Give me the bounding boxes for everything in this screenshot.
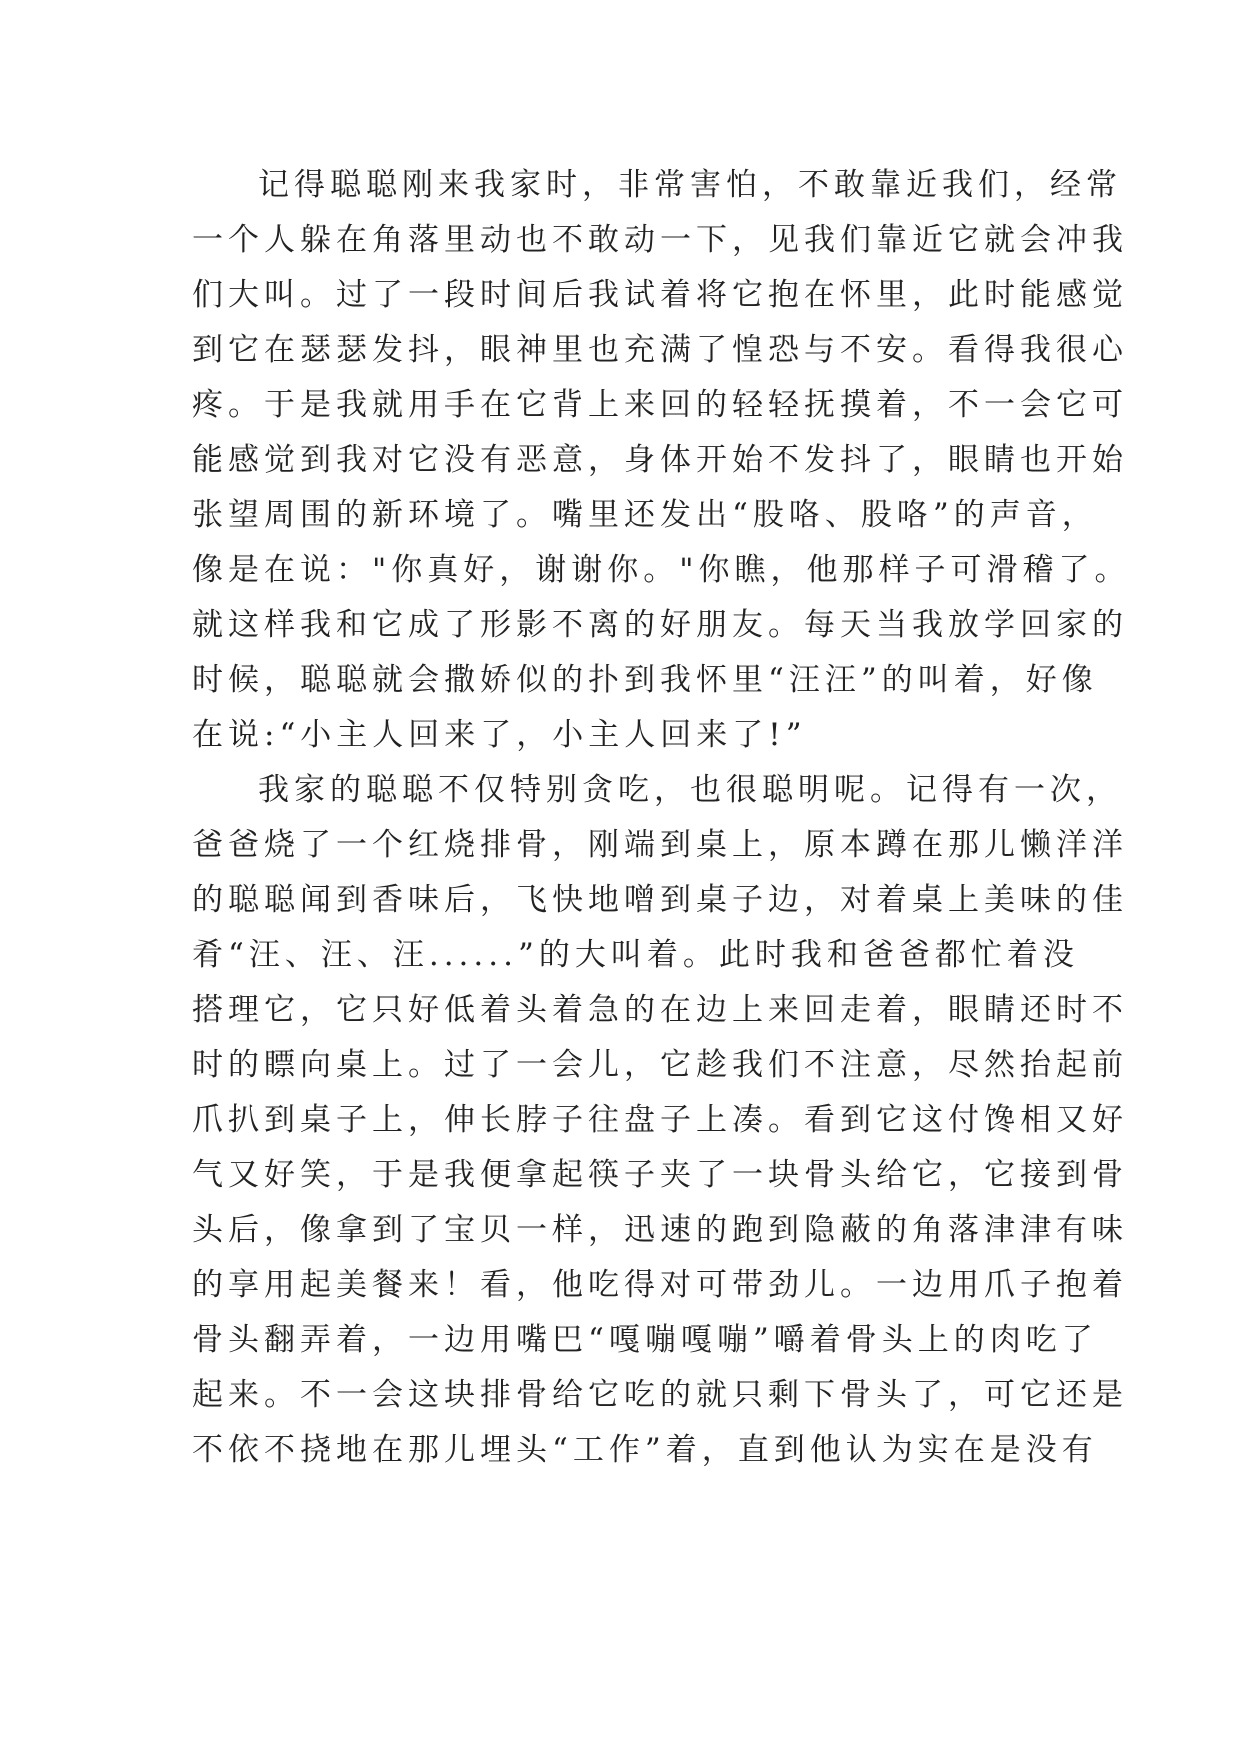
paragraph-1 — [192, 158, 1131, 763]
text-line: 在说:“小主人回来了，小主人回来了!” — [192, 717, 807, 753]
text-line: 肴“汪、汪、汪......”的大叫着。此时我和爸爸都忙着没 — [192, 937, 1079, 973]
text-line: 时的瞟向桌上。过了一会儿，它趁我们不注意，尽然抬起前 — [192, 1047, 1128, 1083]
text-line: 的享用起美餐来！看，他吃得对可带劲儿。一边用爪子抱着 — [192, 1267, 1128, 1303]
text-line: 张望周围的新环境了。嘴里还发出“股咯、股咯”的声音， — [192, 497, 1098, 533]
text-line: 起来。不一会这块排骨给它吃的就只剩下骨头了，可它还是 — [192, 1377, 1128, 1413]
text-line: 到它在瑟瑟发抖，眼神里也充满了惶恐与不安。看得我很心 — [192, 332, 1128, 368]
text-line: 气又好笑，于是我便拿起筷子夹了一块骨头给它，它接到骨 — [192, 1157, 1128, 1193]
text-line: 像是在说："你真好，谢谢你。"你瞧，他那样子可滑稽了。 — [192, 552, 1131, 588]
text-line: 我家的聪聪不仅特别贪吃，也很聪明呢。记得有一次， — [258, 772, 1122, 808]
text-line: 就这样我和它成了形影不离的好朋友。每天当我放学回家的 — [192, 607, 1128, 643]
text-line: 疼。于是我就用手在它背上来回的轻轻抚摸着，不一会它可 — [192, 387, 1128, 423]
text-line: 一个人躲在角落里动也不敢动一下，见我们靠近它就会冲我 — [192, 222, 1128, 258]
text-line: 骨头翻弄着，一边用嘴巴“嘎嘣嘎嘣”嚼着骨头上的肉吃了 — [192, 1322, 1098, 1358]
text-line: 不依不挠地在那儿埋头“工作”着，直到他认为实在是没有 — [192, 1432, 1098, 1468]
text-line: 记得聪聪刚来我家时，非常害怕，不敢靠近我们，经常 — [258, 167, 1122, 203]
text-line: 爪扒到桌子上，伸长脖子往盘子上凑。看到它这付馋相又好 — [192, 1102, 1128, 1138]
text-line: 头后，像拿到了宝贝一样，迅速的跑到隐蔽的角落津津有味 — [192, 1212, 1128, 1248]
text-line: 们大叫。过了一段时间后我试着将它抱在怀里，此时能感觉 — [192, 277, 1128, 313]
text-line: 爸爸烧了一个红烧排骨，刚端到桌上，原本蹲在那儿懒洋洋 — [192, 827, 1128, 863]
text-line: 搭理它，它只好低着头着急的在边上来回走着，眼睛还时不 — [192, 992, 1128, 1028]
paragraph-2 — [192, 763, 1128, 1478]
text-line: 能感觉到我对它没有恶意，身体开始不发抖了，眼睛也开始 — [192, 442, 1128, 478]
text-line: 时候，聪聪就会撒娇似的扑到我怀里“汪汪”的叫着，好像 — [192, 662, 1098, 698]
text-line: 的聪聪闻到香味后，飞快地噌到桌子边，对着桌上美味的佳 — [192, 882, 1128, 918]
body-text — [192, 158, 1131, 1478]
